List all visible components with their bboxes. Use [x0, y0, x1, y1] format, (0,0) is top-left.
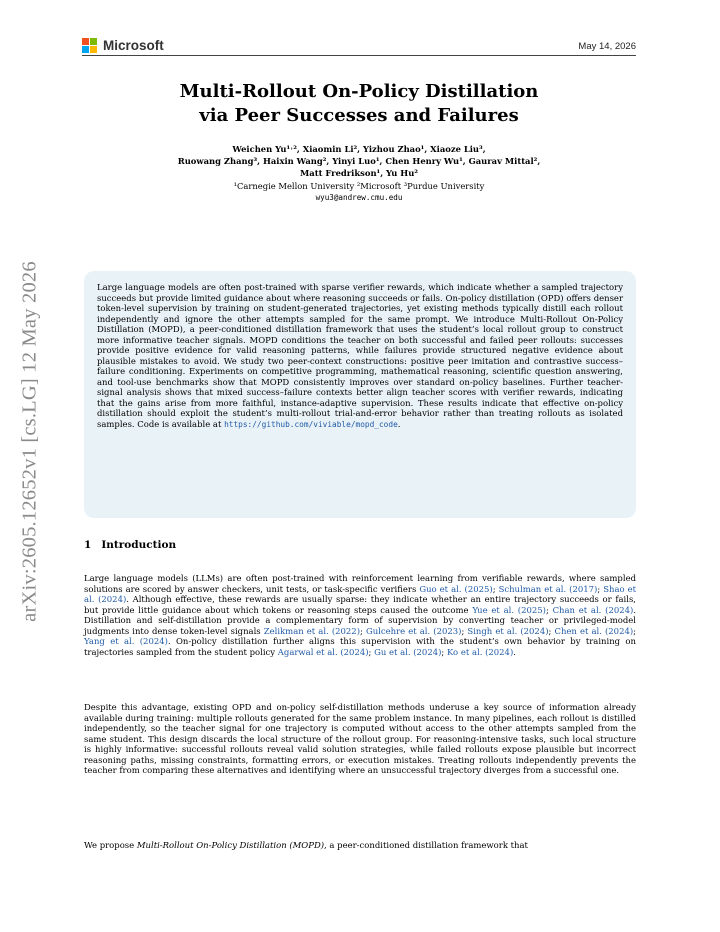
- intro-paragraph-3: [84, 840, 636, 851]
- author-block: [82, 143, 636, 204]
- affiliations: ¹Carnegie Mellon University ²Microsoft ³Purdue University: [233, 180, 485, 191]
- method-name: Multi-Rollout On-Policy Distillation (MOPD): [136, 840, 325, 850]
- intro-paragraph-2: Despite this advantage, existing OPD and on-policy self-distillation methods underuse a key source of information already available during training: multiple rollouts generated for the same problem instance. In many pipelines, each rollout is distilled independently, so the teacher signal for one trajectory is computed without access to the other attempts sampled from the same student. This design discards the local structure of the rollout group. For reasoning-intensive tasks, such local structure is highly informative: successful rollouts reveal valid solution strategies, while failed rollouts expose plausible but incorrect reasoning paths, missing constraints, formatting errors, or execution mistakes. Treating rollouts independently prevents the teacher from comparing these alternatives and identifying where an unsuccessful trajectory diverges from a successful one.: [84, 702, 636, 775]
- text-run: ;: [492, 583, 499, 594]
- section-number: 1: [84, 539, 92, 551]
- citation-link[interactable]: Guo et al. (2025): [419, 583, 493, 594]
- text-run: ;: [633, 625, 637, 636]
- citation-link[interactable]: Chan et al. (2024): [552, 604, 634, 615]
- abstract-box: [84, 271, 636, 518]
- microsoft-logo: [82, 37, 164, 53]
- citation-link[interactable]: Chen et al. (2024): [554, 625, 634, 636]
- text-run: ;: [368, 646, 375, 657]
- citation-link[interactable]: Ko et al. (2024): [446, 646, 514, 657]
- text-run: ;: [360, 625, 366, 636]
- logo-text: Microsoft: [103, 37, 164, 53]
- author-line-2: Ruowang Zhang³, Haixin Wang², Yinyi Luo¹, Chen Henry Wu¹, Gaurav Mittal²,: [177, 156, 541, 167]
- text-run: , a peer-conditioned distillation framework that: [324, 840, 528, 850]
- arxiv-stamp: arXiv:2605.12652v1 [cs.LG] 12 May 2026: [18, 261, 41, 622]
- section-heading: [84, 539, 186, 551]
- text-run: We propose: [84, 840, 137, 850]
- citation-link[interactable]: Shao et al. (2024): [84, 583, 637, 604]
- logo-square-green: [90, 38, 97, 45]
- text-run: Large language models (LLMs) are often post-trained with reinforcement learning from verifiable rewards, where sampled solutions are scored by answer checkers, unit tests, or task-specific verifiers: [84, 573, 636, 594]
- text-run: ;: [461, 625, 468, 636]
- citation-link[interactable]: Gulcehre et al. (2023): [365, 625, 462, 636]
- author-line-3: Matt Fredrikson¹, Yu Hu²: [300, 168, 418, 179]
- text-run: ;: [441, 646, 447, 657]
- citation-link[interactable]: Schulman et al. (2017): [498, 583, 598, 594]
- author-line-1: Weichen Yu¹˒², Xiaomin Li², Yizhou Zhao¹, Xiaoze Liu³,: [232, 144, 486, 154]
- logo-square-blue: [82, 46, 89, 53]
- section-title: Introduction: [101, 539, 177, 551]
- text-run: . On-policy distillation further aligns this supervision with the student’s own behavior by training on trajectories sampled from the student policy: [84, 636, 636, 657]
- intro-paragraph-1: [84, 573, 636, 657]
- title-line-2: via Peer Successes and Failures: [199, 105, 519, 126]
- text-run: ;: [548, 625, 555, 636]
- text-run: ;: [545, 604, 553, 615]
- citation-link[interactable]: Zelikman et al. (2022): [263, 625, 360, 636]
- header-date: May 14, 2026: [578, 41, 636, 52]
- citation-link[interactable]: Singh et al. (2024): [467, 625, 549, 636]
- text-run: . Distillation and self-distillation provide a complementary form of supervision by converting teacher or privileged-model judgments into dense token-level signals: [84, 604, 637, 636]
- abstract-text: [97, 282, 623, 430]
- header-rule: [82, 55, 636, 56]
- text-run: ;: [597, 583, 604, 594]
- logo-square-red: [82, 38, 89, 45]
- microsoft-logo-icon: [82, 38, 97, 53]
- citation-link[interactable]: Agarwal et al. (2024): [277, 646, 369, 657]
- paper-title: [82, 80, 636, 128]
- citation-link[interactable]: Gu et al. (2024): [374, 646, 442, 657]
- logo-square-yellow: [90, 46, 97, 53]
- citation-link[interactable]: Yang et al. (2024): [84, 636, 168, 646]
- text-run: . Although effective, these rewards are usually sparse: they indicate whether an entire trajectory succeeds or fails, but provide little guidance about which tokens or reasoning steps caused the outcome: [84, 594, 636, 615]
- abstract-body: Large language models are often post-trained with sparse verifier rewards, which indicate whether a sampled trajectory succeeds but provide limited guidance about where reasoning succeeds or fails. On-policy distillation (OPD) offers denser token-level supervision by training on student-generated trajectories, yet existing methods typically distill each rollout independently and ignore the other attempts sampled for the same prompt. We introduce Multi-Rollout On-Policy Distillation (MOPD), a peer-conditioned distillation framework that uses the student’s local rollout group to construct more informative teacher signals. MOPD conditions the teacher on both successful and failed peer rollouts: successes provide positive evidence for valid reasoning patterns, while failures provide structured negative evidence about plausible mistakes to avoid. We study two peer-context constructions: positive peer imitation and contrastive success–failure conditioning. Experiments on competitive programming, mathematical reasoning, scientific question answering, and tool-use benchmarks show that MOPD consistently improves over standard on-policy baselines. Further teacher-signal analysis shows that mixed success–failure contexts better align teacher scores with verifier rewards, indicating that the gains arise from more faithful, instance-adaptive supervision. These results indicate that effective on-policy distillation should exploit the student’s multi-rollout trial-and-error behavior rather than treating rollouts as isolated samples. Code is available at: [97, 282, 623, 429]
- citation-link[interactable]: Yue et al. (2025): [472, 604, 546, 615]
- abstract-end: .: [397, 418, 401, 429]
- code-link[interactable]: https://github.com/viviable/mopd_code: [224, 419, 398, 429]
- contact-email: wyu3@andrew.cmu.edu: [315, 192, 403, 202]
- title-line-1: Multi-Rollout On-Policy Distillation: [179, 81, 539, 102]
- text-run: .: [513, 646, 516, 657]
